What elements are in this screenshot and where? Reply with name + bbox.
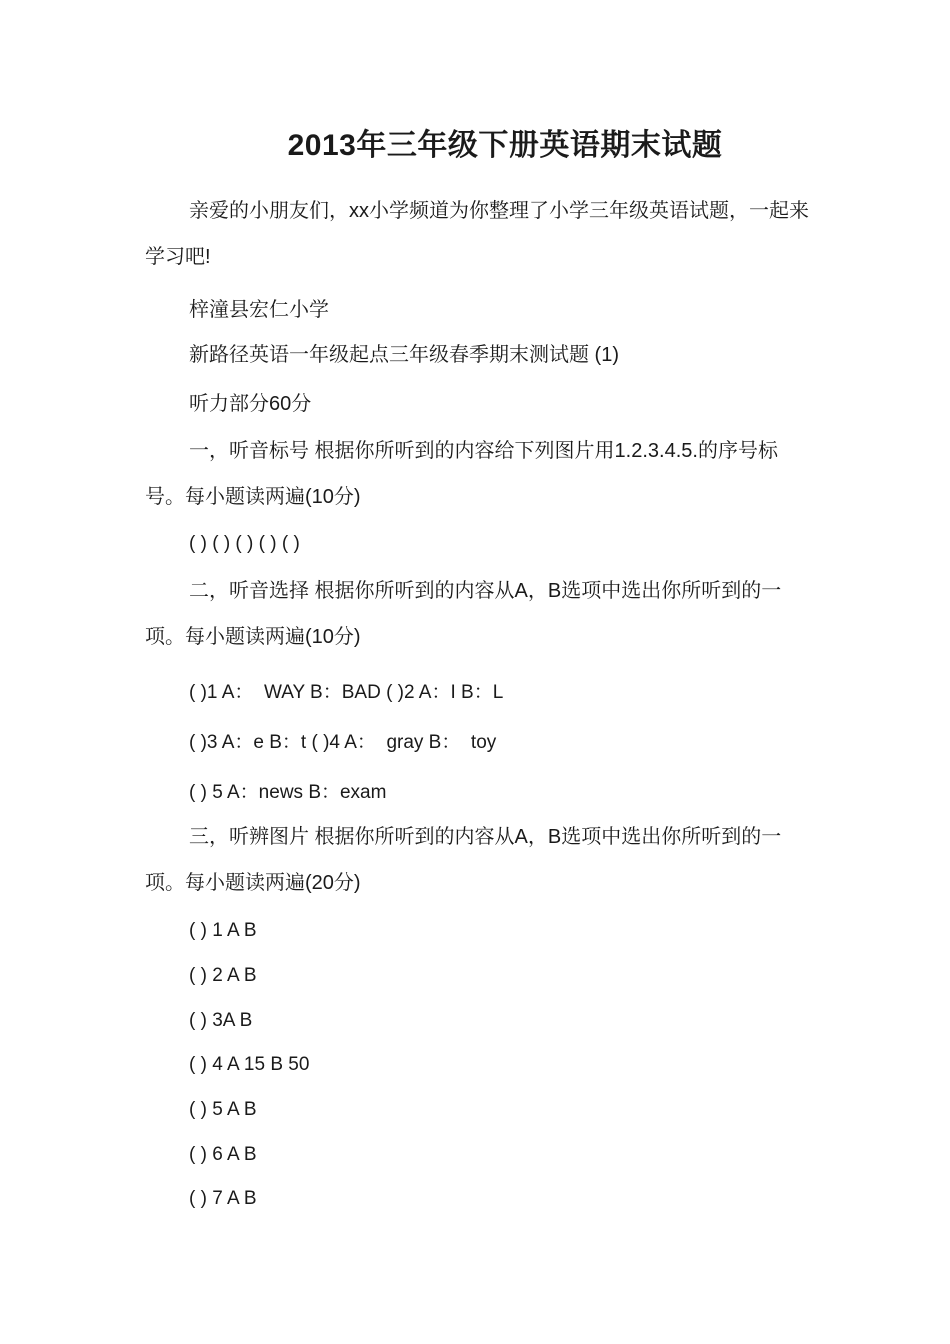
section2-item: ( )3 A：e B：t ( )4 A： gray B： toy bbox=[189, 732, 497, 753]
exam-name: 新路径英语一年级起点三年级春季期末测试题 (1) bbox=[189, 344, 619, 366]
section1-answer-blanks: ( ) ( ) ( ) ( ) ( ) bbox=[189, 533, 300, 554]
listening-part-heading: 听力部分60分 bbox=[189, 393, 312, 415]
section2-item: ( )1 A： WAY B：BAD ( )2 A：I B：L bbox=[189, 682, 504, 703]
section3-instruction: 三，听辨图片 根据你所听到的内容从A，B选项中选出你所听到的一项。每小题读两遍(20分) bbox=[145, 826, 782, 894]
intro-paragraph: 亲爱的小朋友们，xx小学频道为你整理了小学三年级英语试题，一起来学习吧! bbox=[145, 200, 809, 268]
school-name: 梓潼县宏仁小学 bbox=[189, 299, 329, 321]
section2-item: ( ) 5 A：news B：exam bbox=[189, 782, 387, 803]
section1-instruction: 一，听音标号 根据你所听到的内容给下列图片用1.2.3.4.5.的序号标号。每小题读两遍(10分) bbox=[145, 440, 778, 508]
section3-item: ( ) 1 A B bbox=[189, 920, 257, 941]
section3-item: ( ) 3A B bbox=[189, 1010, 253, 1031]
section3-item: ( ) 2 A B bbox=[189, 965, 257, 986]
section3-item: ( ) 6 A B bbox=[189, 1144, 257, 1165]
section3-item: ( ) 5 A B bbox=[189, 1099, 257, 1120]
section3-item: ( ) 7 A B bbox=[189, 1188, 257, 1209]
section2-instruction: 二，听音选择 根据你所听到的内容从A，B选项中选出你所听到的一项。每小题读两遍(10分) bbox=[145, 580, 782, 648]
document-title: 2013年三年级下册英语期末试题 bbox=[287, 129, 723, 162]
section3-item: ( ) 4 A 15 B 50 bbox=[189, 1054, 310, 1075]
